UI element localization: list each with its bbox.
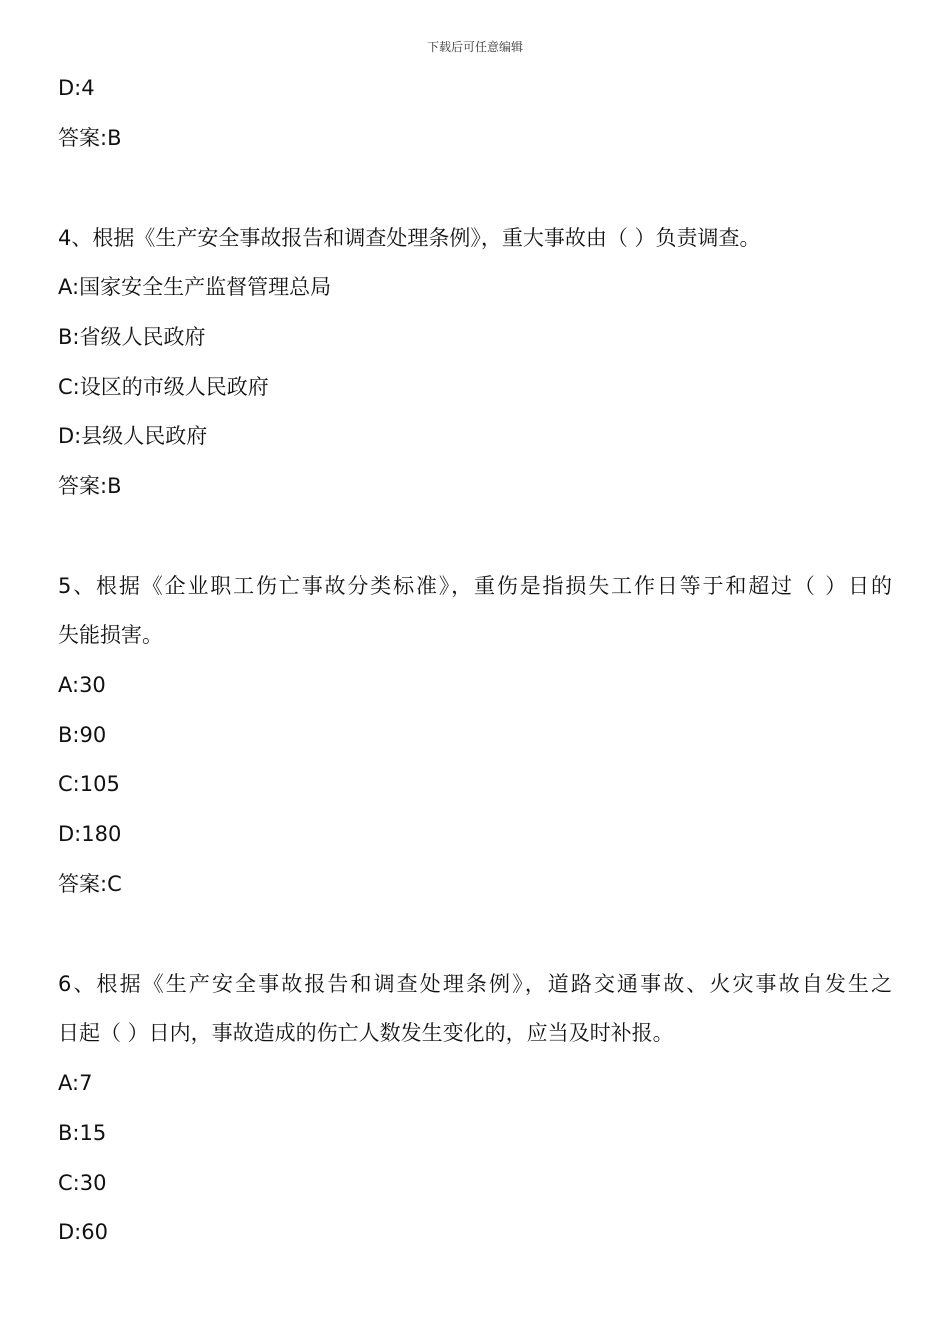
option-a: A:30 xyxy=(58,673,106,697)
option-b: B:15 xyxy=(58,1121,107,1145)
question-stem: 5、根据《企业职工伤亡事故分类标准》，重伤是指损失工作日等于和超过（ ）日的 xyxy=(58,574,892,598)
option-b: B:90 xyxy=(58,723,107,747)
question-stem: 6、根据《生产安全事故报告和调查处理条例》，道路交通事故、火灾事故自发生之 xyxy=(58,972,892,996)
option-d: D:县级人民政府 xyxy=(58,424,208,448)
question-stem-continued: 日起（ ）日内，事故造成的伤亡人数发生变化的，应当及时补报。 xyxy=(58,1021,674,1045)
option-d: D:60 xyxy=(58,1220,108,1244)
answer: 答案:C xyxy=(58,872,122,896)
option-b: B:省级人民政府 xyxy=(58,325,206,349)
question-stem: 4、根据《生产安全事故报告和调查处理条例》，重大事故由（ ）负责调查。 xyxy=(58,226,761,250)
answer: 答案:B xyxy=(58,474,122,498)
option-c: C:105 xyxy=(58,772,120,796)
option-c: C:30 xyxy=(58,1171,107,1195)
page-header: 下载后可任意编辑 xyxy=(426,40,523,54)
question-stem-continued: 失能损害。 xyxy=(58,623,163,647)
option-d: D:180 xyxy=(58,822,122,846)
option-a: A:国家安全生产监督管理总局 xyxy=(58,275,332,299)
option-c: C:设区的市级人民政府 xyxy=(58,375,269,399)
answer: 答案:B xyxy=(58,126,122,150)
option-a: A:7 xyxy=(58,1071,93,1095)
option-d: D:4 xyxy=(58,76,95,100)
